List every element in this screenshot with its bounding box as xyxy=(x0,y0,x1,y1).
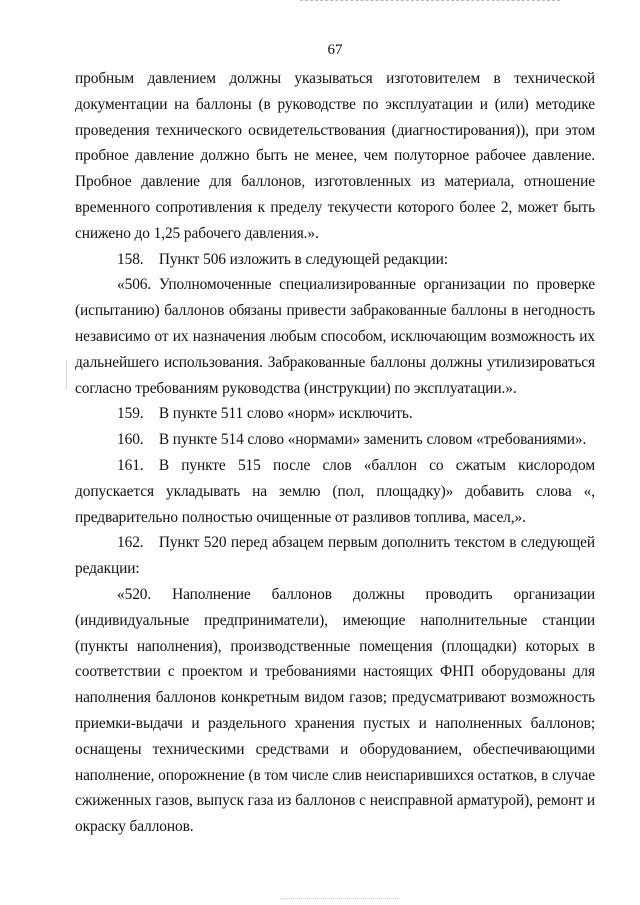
scan-artifact-left xyxy=(66,360,67,390)
paragraph-quote-506: «506. Уполномоченные специализированные организации по проверке (испытанию) баллонов обязаны привести забракованные баллоны в негодность независимо от их назначения любым способом, исключающим возможность их дальнейшего использования. Забракованные баллоны должны утилизироваться согласно требованиям руководства (инструкции) по эксплуатации.». xyxy=(75,276,595,397)
paragraph-item-162: 162. Пункт 520 перед абзацем первым дополнить текстом в следующей редакции: xyxy=(75,534,595,578)
paragraph-item-158: 158. Пункт 506 изложить в следующей редакции: xyxy=(117,250,448,268)
document-body xyxy=(75,66,595,840)
paragraph-continuation: пробным давлением должны указываться изготовителем в технической документации на баллоны (в руководстве по эксплуатации и (или) методике проведения технического освидетельствования (диагностирования)), при этом пробное давление должно быть не менее, чем полуторное рабочее давление. Пробное давление для баллонов, изготовленных из материала, отношение временного сопротивления к пределу текучести которого более 2, может быть снижено до 1,25 рабочего давления.». xyxy=(75,70,595,242)
page-number: 67 xyxy=(327,42,343,58)
paragraph-item-161: 161. В пункте 515 после слов «баллон со сжатым кислородом допускается укладывать на землю (пол, площадку)» добавить слова «, предварительно полностью очищенные от разливов топлива, масел,». xyxy=(75,456,595,526)
paragraph-quote-520: «520. Наполнение баллонов должны проводить организации (индивидуальные предприниматели), имеющие наполнительные станции (пункты наполнения), производственные помещения (площадки) которых в соответствии с проектом и требованиями настоящих ФНП оборудованы для наполнения баллонов конкретным видом газов; предусматривают возможность приемки-выдачи и раздельного хранения пустых и наполненных баллонов; оснащены техническими средствами и оборудованием, обеспечивающими наполнение, опорожнение (в том числе слив неиспарившихся остатков, в случае сжиженных газов, выпуск газа из баллонов с неисправной арматурой), ремонт и окраску баллонов. xyxy=(75,585,595,836)
paragraph-item-159: 159. В пункте 511 слово «норм» исключить. xyxy=(117,405,413,423)
scan-artifact-bottom xyxy=(280,898,400,901)
scan-artifact-top xyxy=(300,0,560,3)
paragraph-item-160: 160. В пункте 514 слово «нормами» заменить словом «требованиями». xyxy=(117,431,587,449)
